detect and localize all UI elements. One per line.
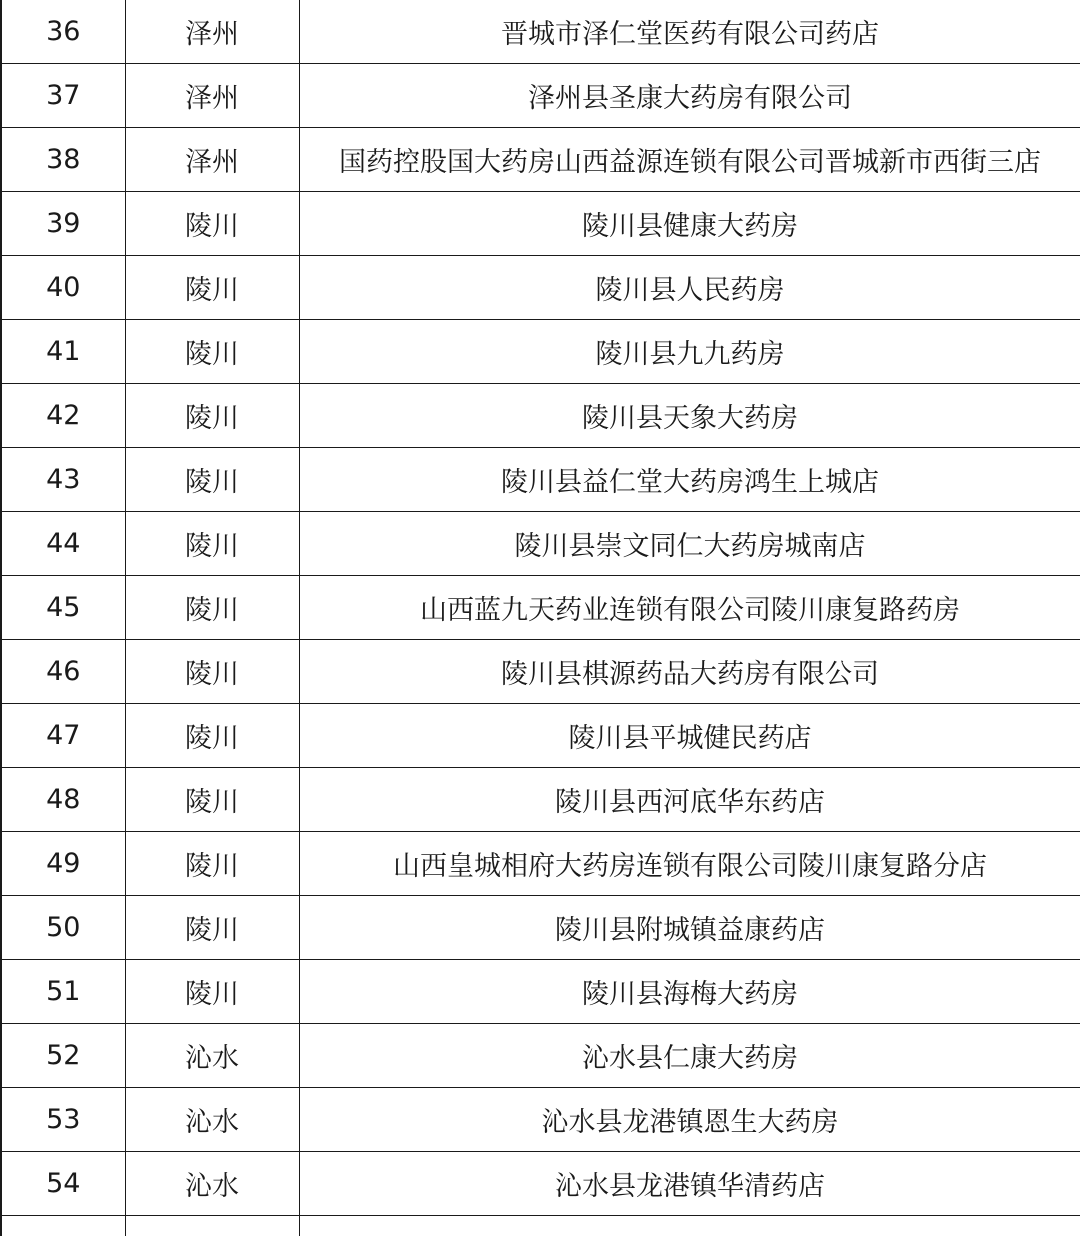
row-number: 47 xyxy=(1,704,125,768)
row-pharmacy-name: 陵川县棋源药品大药房有限公司 xyxy=(299,640,1080,704)
row-region: 陵川 xyxy=(125,512,299,576)
table-row xyxy=(1,1024,1080,1088)
row-pharmacy-name: 陵川县天象大药房 xyxy=(299,384,1080,448)
row-pharmacy-name: 陵川县九九药房 xyxy=(299,320,1080,384)
table-row xyxy=(1,64,1080,128)
row-pharmacy-name: 陵川县益仁堂大药房鸿生上城店 xyxy=(299,448,1080,512)
partial-cell-name xyxy=(299,1216,1080,1236)
table-row xyxy=(1,1152,1080,1216)
row-pharmacy-name: 陵川县海梅大药房 xyxy=(299,960,1080,1024)
row-number: 45 xyxy=(1,576,125,640)
row-region: 陵川 xyxy=(125,768,299,832)
partial-cell-number xyxy=(1,1216,125,1236)
table-row xyxy=(1,320,1080,384)
row-pharmacy-name: 沁水县仁康大药房 xyxy=(299,1024,1080,1088)
row-pharmacy-name: 泽州县圣康大药房有限公司 xyxy=(299,64,1080,128)
table-row xyxy=(1,0,1080,64)
table-row xyxy=(1,896,1080,960)
table-row xyxy=(1,448,1080,512)
row-region: 沁水 xyxy=(125,1088,299,1152)
row-number: 51 xyxy=(1,960,125,1024)
table-row xyxy=(1,576,1080,640)
row-number: 37 xyxy=(1,64,125,128)
row-pharmacy-name: 沁水县龙港镇恩生大药房 xyxy=(299,1088,1080,1152)
row-region: 陵川 xyxy=(125,192,299,256)
row-region: 陵川 xyxy=(125,384,299,448)
row-pharmacy-name: 山西蓝九天药业连锁有限公司陵川康复路药房 xyxy=(299,576,1080,640)
row-region: 泽州 xyxy=(125,0,299,64)
table-row xyxy=(1,832,1080,896)
table-row-partial xyxy=(1,1216,1080,1236)
row-number: 41 xyxy=(1,320,125,384)
table-row xyxy=(1,192,1080,256)
row-region: 陵川 xyxy=(125,320,299,384)
table-row xyxy=(1,704,1080,768)
row-pharmacy-name: 陵川县平城健民药店 xyxy=(299,704,1080,768)
row-number: 44 xyxy=(1,512,125,576)
row-region: 沁水 xyxy=(125,1152,299,1216)
table-row xyxy=(1,128,1080,192)
row-number: 43 xyxy=(1,448,125,512)
row-region: 陵川 xyxy=(125,256,299,320)
row-region: 陵川 xyxy=(125,832,299,896)
row-pharmacy-name: 陵川县健康大药房 xyxy=(299,192,1080,256)
row-number: 48 xyxy=(1,768,125,832)
row-region: 沁水 xyxy=(125,1024,299,1088)
table-row xyxy=(1,256,1080,320)
row-number: 46 xyxy=(1,640,125,704)
row-region: 陵川 xyxy=(125,448,299,512)
row-number: 39 xyxy=(1,192,125,256)
row-number: 50 xyxy=(1,896,125,960)
row-number: 36 xyxy=(1,0,125,64)
row-number: 52 xyxy=(1,1024,125,1088)
row-region: 陵川 xyxy=(125,576,299,640)
row-number: 40 xyxy=(1,256,125,320)
table-row xyxy=(1,384,1080,448)
row-region: 陵川 xyxy=(125,896,299,960)
row-pharmacy-name: 国药控股国大药房山西益源连锁有限公司晋城新市西街三店 xyxy=(299,128,1080,192)
row-number: 42 xyxy=(1,384,125,448)
pharmacy-table-body xyxy=(1,0,1080,1236)
row-pharmacy-name: 山西皇城相府大药房连锁有限公司陵川康复路分店 xyxy=(299,832,1080,896)
row-region: 陵川 xyxy=(125,640,299,704)
row-pharmacy-name: 陵川县附城镇益康药店 xyxy=(299,896,1080,960)
table-row xyxy=(1,640,1080,704)
row-region: 泽州 xyxy=(125,64,299,128)
row-pharmacy-name: 沁水县龙港镇华清药店 xyxy=(299,1152,1080,1216)
row-region: 陵川 xyxy=(125,704,299,768)
table-row xyxy=(1,768,1080,832)
table-row xyxy=(1,1088,1080,1152)
row-pharmacy-name: 陵川县崇文同仁大药房城南店 xyxy=(299,512,1080,576)
row-region: 陵川 xyxy=(125,960,299,1024)
row-pharmacy-name: 晋城市泽仁堂医药有限公司药店 xyxy=(299,0,1080,64)
row-number: 53 xyxy=(1,1088,125,1152)
row-number: 49 xyxy=(1,832,125,896)
row-pharmacy-name: 陵川县西河底华东药店 xyxy=(299,768,1080,832)
row-pharmacy-name: 陵川县人民药房 xyxy=(299,256,1080,320)
table-row xyxy=(1,960,1080,1024)
table-row xyxy=(1,512,1080,576)
partial-cell-region xyxy=(125,1216,299,1236)
row-number: 38 xyxy=(1,128,125,192)
row-region: 泽州 xyxy=(125,128,299,192)
row-number: 54 xyxy=(1,1152,125,1216)
